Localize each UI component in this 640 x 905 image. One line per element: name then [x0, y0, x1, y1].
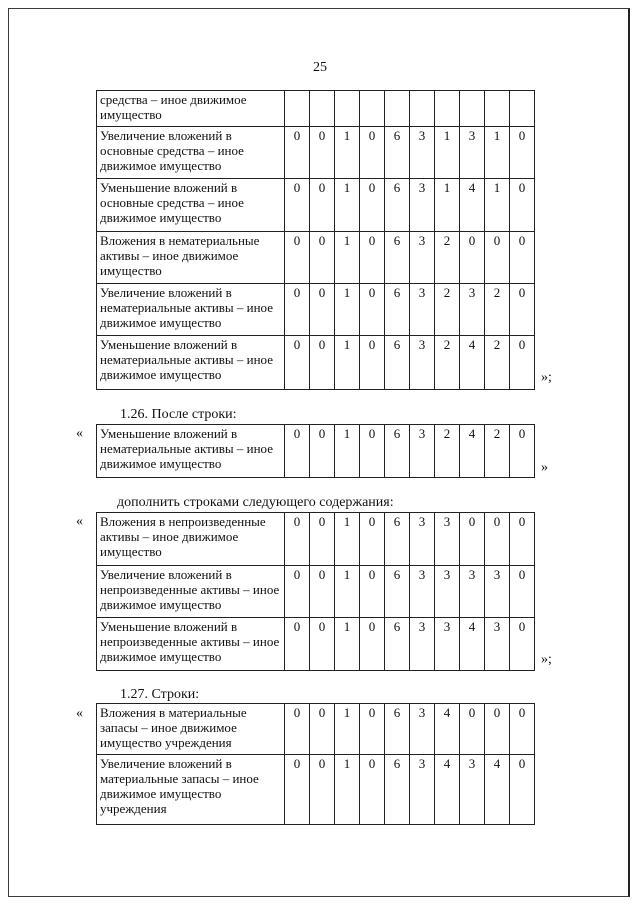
- code-digit: 0: [510, 425, 535, 478]
- code-digit: 2: [485, 284, 510, 336]
- code-digit: 3: [410, 755, 435, 825]
- close-quote-b: »: [541, 460, 548, 475]
- row-label: Увеличение вложений в нематериальные активы – иное движимое имущество: [97, 284, 285, 336]
- code-digit: 3: [410, 704, 435, 755]
- code-digit: 0: [285, 284, 310, 336]
- code-digit: 0: [285, 336, 310, 390]
- code-digit: 0: [310, 755, 335, 825]
- code-digit: 0: [360, 704, 385, 755]
- paragraph-add-rows: дополнить строками следующего содержания:: [117, 495, 394, 510]
- code-digit: 0: [460, 232, 485, 284]
- code-digit: 4: [435, 704, 460, 755]
- code-digit: 0: [285, 127, 310, 179]
- code-digit: [410, 91, 435, 127]
- code-digit: 0: [285, 513, 310, 566]
- code-digit: 1: [485, 179, 510, 232]
- close-quote-c: »;: [541, 652, 552, 667]
- code-digit: 6: [385, 425, 410, 478]
- code-digit: 3: [460, 127, 485, 179]
- code-digit: 0: [310, 566, 335, 618]
- code-digit: 0: [285, 179, 310, 232]
- code-digit: 3: [460, 566, 485, 618]
- code-digit: 0: [510, 179, 535, 232]
- table-row: [97, 513, 535, 566]
- code-digit: 3: [435, 618, 460, 671]
- code-digit: 0: [460, 704, 485, 755]
- code-digit: 6: [385, 704, 410, 755]
- paragraph-1-27: 1.27. Строки:: [120, 687, 200, 702]
- code-digit: 0: [510, 755, 535, 825]
- code-digit: 1: [335, 232, 360, 284]
- code-digit: 1: [335, 284, 360, 336]
- code-digit: 0: [485, 704, 510, 755]
- code-digit: 0: [360, 336, 385, 390]
- code-digit: [285, 91, 310, 127]
- code-digit: 0: [510, 566, 535, 618]
- code-digit: 3: [460, 284, 485, 336]
- code-digit: [385, 91, 410, 127]
- code-digit: 1: [435, 179, 460, 232]
- code-digit: 3: [410, 336, 435, 390]
- code-digit: 3: [435, 513, 460, 566]
- code-digit: 3: [410, 284, 435, 336]
- code-digit: 6: [385, 566, 410, 618]
- code-digit: 0: [360, 179, 385, 232]
- code-digit: 1: [335, 513, 360, 566]
- code-digit: 1: [335, 127, 360, 179]
- table-row: [97, 618, 535, 671]
- code-digit: 1: [335, 336, 360, 390]
- code-digit: 0: [310, 232, 335, 284]
- code-digit: 0: [310, 704, 335, 755]
- open-quote-c: «: [76, 514, 83, 529]
- code-digit: 2: [435, 232, 460, 284]
- code-digit: 3: [410, 179, 435, 232]
- code-digit: 2: [435, 425, 460, 478]
- table-row: [97, 179, 535, 232]
- code-digit: 4: [460, 425, 485, 478]
- code-digit: [485, 91, 510, 127]
- code-digit: 0: [360, 232, 385, 284]
- row-label: Увеличение вложений в основные средства – иное движимое имущество: [97, 127, 285, 179]
- code-digit: 0: [310, 336, 335, 390]
- code-digit: 6: [385, 336, 410, 390]
- code-digit: 0: [285, 232, 310, 284]
- code-digit: 1: [335, 618, 360, 671]
- row-label: Уменьшение вложений в нематериальные активы – иное движимое имущество: [97, 336, 285, 390]
- account-table-d: [96, 703, 535, 825]
- close-quote-a: »;: [541, 370, 552, 385]
- code-digit: 0: [285, 755, 310, 825]
- code-digit: 0: [360, 127, 385, 179]
- table-row: [97, 566, 535, 618]
- table-row: [97, 232, 535, 284]
- code-digit: [335, 91, 360, 127]
- code-digit: 1: [335, 755, 360, 825]
- table-row: [97, 91, 535, 127]
- code-digit: 2: [435, 284, 460, 336]
- code-digit: 1: [435, 127, 460, 179]
- code-digit: 0: [360, 513, 385, 566]
- table-row: [97, 284, 535, 336]
- code-digit: 6: [385, 127, 410, 179]
- code-digit: 0: [510, 513, 535, 566]
- code-digit: [360, 91, 385, 127]
- row-label: Вложения в материальные запасы – иное движимое имущество учреждения: [97, 704, 285, 755]
- code-digit: 6: [385, 755, 410, 825]
- code-digit: 3: [410, 566, 435, 618]
- code-digit: 3: [485, 566, 510, 618]
- code-digit: 1: [335, 425, 360, 478]
- code-digit: 1: [335, 704, 360, 755]
- page-number: 25: [313, 60, 327, 75]
- code-digit: 2: [435, 336, 460, 390]
- open-quote-d: «: [76, 706, 83, 721]
- row-label: средства – иное движимое имущество: [97, 91, 285, 127]
- code-digit: 3: [410, 618, 435, 671]
- code-digit: 0: [460, 513, 485, 566]
- code-digit: 1: [335, 566, 360, 618]
- code-digit: 0: [360, 425, 385, 478]
- row-label: Вложения в непроизведенные активы – иное движимое имущество: [97, 513, 285, 566]
- code-digit: 3: [410, 232, 435, 284]
- row-label: Уменьшение вложений в основные средства – иное движимое имущество: [97, 179, 285, 232]
- table-row: [97, 336, 535, 390]
- code-digit: 0: [510, 618, 535, 671]
- open-quote-b: «: [76, 426, 83, 441]
- code-digit: 0: [285, 618, 310, 671]
- code-digit: 6: [385, 179, 410, 232]
- code-digit: 6: [385, 232, 410, 284]
- code-digit: 3: [435, 566, 460, 618]
- row-label: Уменьшение вложений в непроизведенные активы – иное движимое имущество: [97, 618, 285, 671]
- code-digit: 0: [510, 336, 535, 390]
- account-table-a: [96, 90, 535, 390]
- code-digit: 4: [460, 336, 485, 390]
- account-table-c: [96, 512, 535, 671]
- code-digit: 1: [335, 179, 360, 232]
- code-digit: [510, 91, 535, 127]
- code-digit: 0: [360, 618, 385, 671]
- code-digit: 0: [360, 755, 385, 825]
- code-digit: 4: [485, 755, 510, 825]
- code-digit: 0: [310, 425, 335, 478]
- code-digit: 0: [310, 179, 335, 232]
- paragraph-1-26: 1.26. После строки:: [120, 407, 237, 422]
- row-label: Увеличение вложений в материальные запасы – иное движимое имущество учреждения: [97, 755, 285, 825]
- table-row: [97, 704, 535, 755]
- code-digit: [460, 91, 485, 127]
- code-digit: 0: [510, 232, 535, 284]
- code-digit: 6: [385, 284, 410, 336]
- code-digit: 4: [460, 179, 485, 232]
- code-digit: 0: [285, 425, 310, 478]
- code-digit: 0: [510, 284, 535, 336]
- code-digit: 0: [360, 566, 385, 618]
- code-digit: 4: [460, 618, 485, 671]
- table-row: [97, 425, 535, 478]
- code-digit: 0: [285, 704, 310, 755]
- code-digit: 4: [435, 755, 460, 825]
- code-digit: 0: [310, 513, 335, 566]
- table-row: [97, 755, 535, 825]
- row-label: Уменьшение вложений в нематериальные активы – иное движимое имущество: [97, 425, 285, 478]
- table-row: [97, 127, 535, 179]
- code-digit: 3: [485, 618, 510, 671]
- code-digit: 0: [360, 284, 385, 336]
- code-digit: 0: [485, 513, 510, 566]
- code-digit: 0: [485, 232, 510, 284]
- code-digit: 0: [285, 566, 310, 618]
- code-digit: 0: [310, 127, 335, 179]
- code-digit: 0: [310, 284, 335, 336]
- code-digit: 6: [385, 618, 410, 671]
- row-label: Увеличение вложений в непроизведенные активы – иное движимое имущество: [97, 566, 285, 618]
- code-digit: [310, 91, 335, 127]
- row-label: Вложения в нематериальные активы – иное движимое имущество: [97, 232, 285, 284]
- code-digit: 3: [410, 513, 435, 566]
- code-digit: 3: [460, 755, 485, 825]
- code-digit: 6: [385, 513, 410, 566]
- code-digit: 0: [310, 618, 335, 671]
- code-digit: 3: [410, 425, 435, 478]
- code-digit: 1: [485, 127, 510, 179]
- code-digit: [435, 91, 460, 127]
- code-digit: 2: [485, 336, 510, 390]
- code-digit: 2: [485, 425, 510, 478]
- code-digit: 0: [510, 127, 535, 179]
- code-digit: 3: [410, 127, 435, 179]
- code-digit: 0: [510, 704, 535, 755]
- account-table-b: [96, 424, 535, 478]
